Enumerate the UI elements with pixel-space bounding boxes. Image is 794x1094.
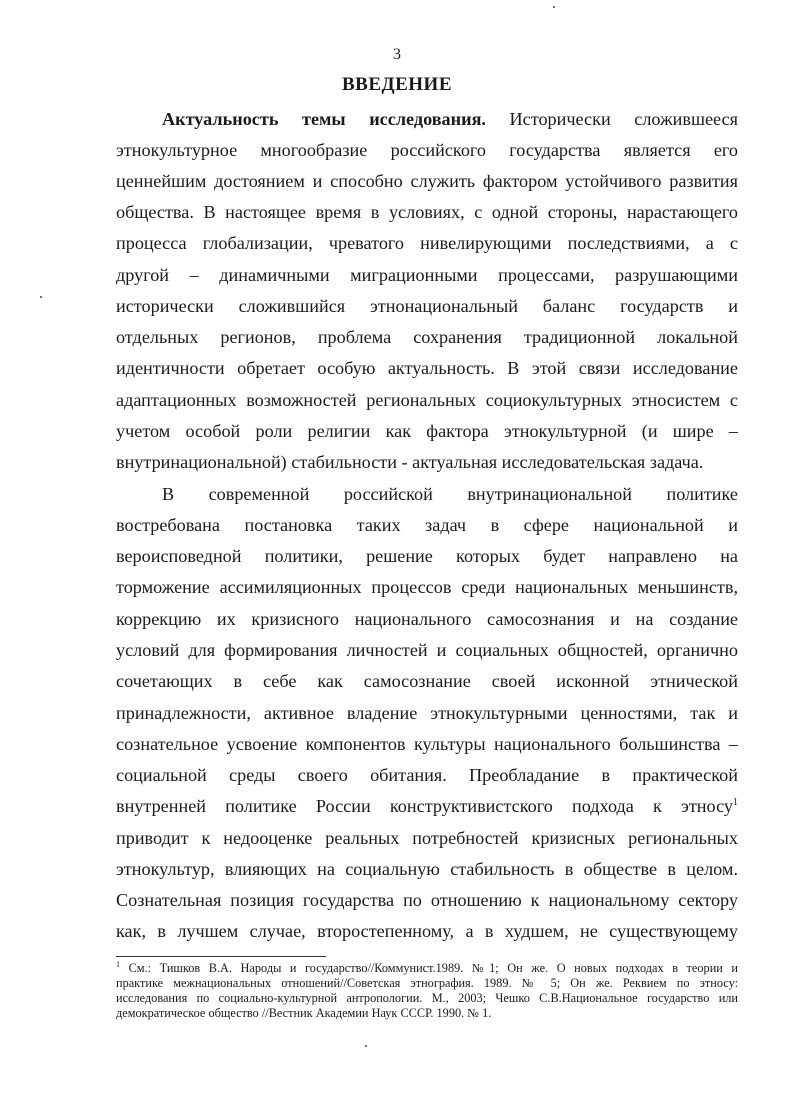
- footnote-text: См.: Тишков В.А. Народы и государство//Коммунист.1989. №1; Он же. О новых подходах в теории и: [128, 961, 738, 975]
- footnote-line: демократическое общество //Вестник Академии Наук СССР. 1990. № 1.: [116, 1006, 492, 1020]
- text-line: социальной среды своего обитания. Преобладание в практической: [116, 765, 738, 785]
- text-line: исторически сложившийся этнонациональный баланс государств и: [116, 296, 738, 316]
- footnote-line: [116, 961, 738, 976]
- text-line: внутринациональной) стабильности - актуальная исследовательская задача.: [116, 452, 704, 472]
- scan-speck: [365, 1045, 367, 1047]
- lead-heading-word: исследования.: [369, 109, 486, 129]
- text-line: условий для формирования личностей и социальных общностей, органично: [116, 640, 738, 660]
- lead-heading-word: темы: [302, 109, 346, 129]
- footnote-divider: [116, 956, 326, 957]
- text-line: другой – динамичными миграционными процессами, разрушающими: [116, 265, 738, 285]
- footnote-line: практике межнациональных отношений//Советская этнография. 1989. № 5; Он же. Реквием по этносу:: [116, 976, 738, 990]
- scan-speck: [553, 6, 555, 8]
- text-line: процесса глобализации, чреватого нивелирующими последствиями, а с: [116, 233, 738, 253]
- text-line: В современной российской внутринациональной политике: [162, 484, 738, 504]
- text-line: адаптационных возможностей региональных социокультурных этносистем с: [116, 390, 738, 410]
- lead-heading-word: Актуальность: [162, 109, 279, 129]
- page-title: ВВЕДЕНИЕ: [342, 74, 452, 95]
- text-line: ценнейшим достоянием и способно служить фактором устойчивого развития: [116, 171, 738, 191]
- text-line: сознательное усвоение компонентов культуры национального большинства –: [116, 734, 738, 754]
- text-line: как, в лучшем случае, второстепенному, а в худшем, не существующему: [116, 921, 738, 941]
- footnote-line: исследования по социально-культурной антропологии. М., 2003; Чешко С.В.Национальное государство или: [116, 991, 738, 1005]
- text-line: [116, 795, 738, 817]
- text-line: вероисповедной политики, решение которых будет направлено на: [116, 546, 738, 566]
- line-text: внутренней политике России конструктивистского подхода к этносу: [116, 796, 733, 816]
- text-line: торможение ассимиляционных процессов среди национальных меньшинств,: [116, 577, 738, 597]
- text-line: идентичности обретает особую актуальность. В этой связи исследование: [116, 358, 738, 378]
- text-line: приводит к недооценке реальных потребностей кризисных региональных: [116, 828, 738, 848]
- text-line: этнокультурное многообразие российского государства является его: [116, 140, 738, 160]
- text-line: сочетающих в себе как самосознание своей исконной этнической: [116, 671, 738, 691]
- page-number: 3: [393, 46, 401, 63]
- footnote-mark: 1: [116, 960, 120, 969]
- text-line: общества. В настоящее время в условиях, с одной стороны, нарастающего: [116, 202, 738, 222]
- text-line: принадлежности, активное владение этнокультурными ценностями, так и: [116, 703, 738, 723]
- text-line: Сознательная позиция государства по отношению к национальному сектору: [116, 890, 738, 910]
- footnote-reference: 1: [733, 797, 738, 808]
- scan-speck: [40, 296, 42, 298]
- line-text: Исторически сложившееся: [509, 109, 738, 129]
- text-line: востребована постановка таких задач в сфере национальной и: [116, 515, 738, 535]
- text-line: отдельных регионов, проблема сохранения традиционной локальной: [116, 327, 738, 347]
- text-line: этнокультур, влияющих на социальную стабильность в обществе в целом.: [116, 859, 738, 879]
- text-line: [162, 108, 738, 130]
- text-line: учетом особой роли религии как фактора этнокультурной (и шире –: [116, 421, 738, 441]
- text-line: коррекцию их кризисного национального самосознания и на создание: [116, 609, 738, 629]
